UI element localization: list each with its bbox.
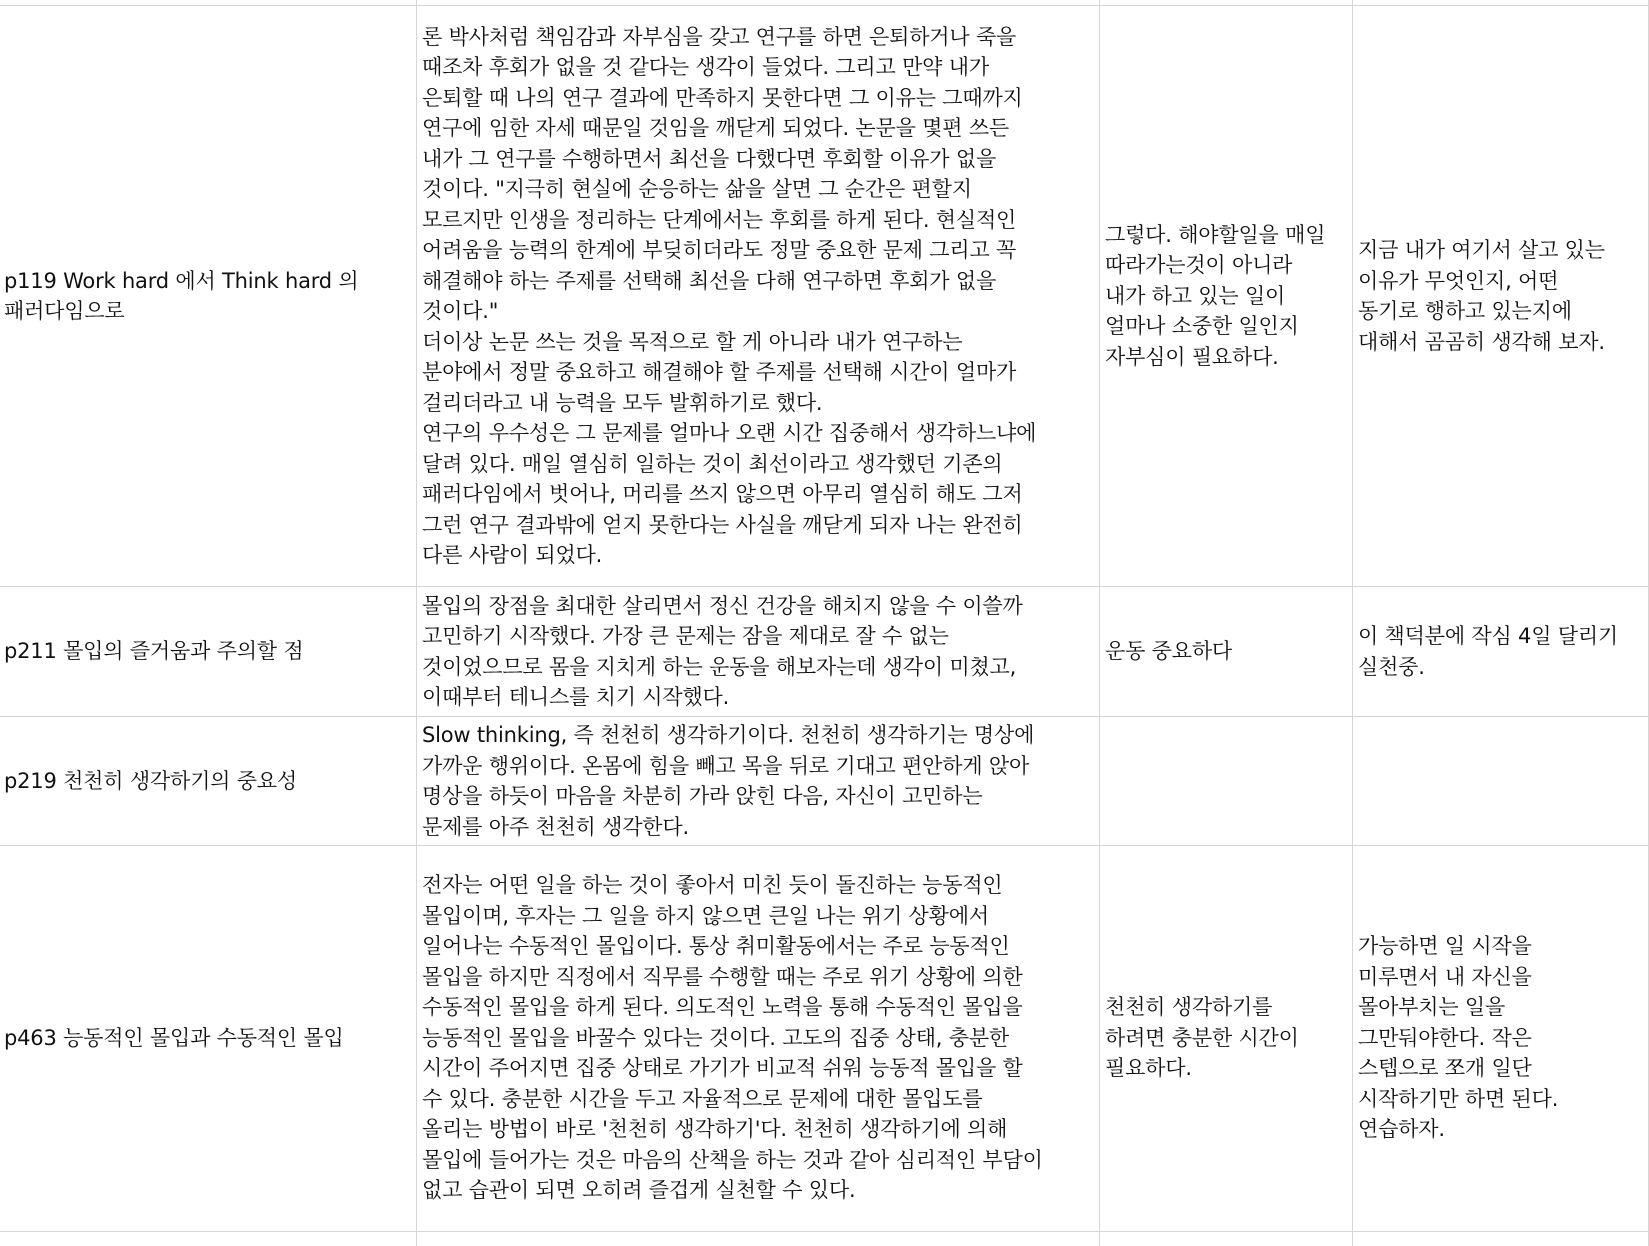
cell-quote[interactable]	[417, 6, 1099, 586]
cell-page-ref[interactable]	[0, 587, 416, 716]
cell-action[interactable]	[1353, 587, 1649, 716]
cell-thought[interactable]	[1100, 587, 1352, 716]
thought-text: 운동 중요하다	[1105, 639, 1232, 664]
thought-text: 천천히 생각하기를 하려면 충분한 시간이 필요하다.	[1105, 995, 1299, 1081]
cell-page-ref[interactable]	[0, 846, 416, 1230]
cell-action[interactable]	[1353, 717, 1649, 845]
page-ref-text: p463 능동적인 몰입과 수동적인 몰입	[4, 1025, 344, 1050]
cell-quote[interactable]	[417, 587, 1099, 716]
cell-quote[interactable]	[417, 717, 1099, 845]
page-ref-text: p211 몰입의 즐거움과 주의할 점	[4, 639, 304, 664]
cell-page-ref[interactable]	[0, 6, 416, 586]
cell-quote[interactable]	[417, 846, 1099, 1230]
cell-thought[interactable]	[1100, 6, 1352, 586]
action-text: 지금 내가 여기서 살고 있는 이유가 무엇인지, 어떤 동기로 행하고 있는지에 대해서 곰곰히 생각해 보자.	[1358, 238, 1605, 354]
cell-page-ref[interactable]	[0, 717, 416, 845]
quote-text: Slow thinking, 즉 천천히 생각하기이다. 천천히 생각하기는 명상에 가까운 행위이다. 온몸에 힘을 빼고 목을 뒤로 기대고 편안하게 앉아 명상을 하듯이 마음을 차분히 가라 앉힌 다음, 자신이 고민하는 문제를 아주 천천히 생각한다.	[422, 723, 1035, 839]
action-text: 가능하면 일 시작을 미루면서 내 자신을 몰아부치는 일을 그만둬야한다. 작은 스텝으로 쪼개 일단 시작하기만 하면 된다. 연습하자.	[1358, 934, 1559, 1142]
page-ref-text: p119 Work hard 에서 Think hard 의 패러다임으로	[4, 268, 359, 323]
thought-text: 그렇다. 해야할일을 매일 따라가는것이 아니라 내가 하고 있는 일이 얼마나 소중한 일인지 자부심이 필요하다.	[1105, 222, 1326, 369]
cell-action[interactable]	[1353, 846, 1649, 1230]
cell-thought[interactable]	[1100, 846, 1352, 1230]
quote-text: 몰입의 장점을 최대한 살리면서 정신 건강을 해치지 않을 수 이쓸까 고민하기 시작했다. 가장 큰 문제는 잠을 제대로 잘 수 없는 것이었으므로 몸을 지치게 하는 운동을 해보자는데 생각이 미쳤고, 이때부터 테니스를 치기 시작했다.	[422, 593, 1023, 709]
quote-text: 론 박사처럼 책임감과 자부심을 갖고 연구를 하면 은퇴하거나 죽을 때조차 후회가 없을 것 같다는 생각이 들었다. 그리고 만약 내가 은퇴할 때 나의 연구 결과에 만족하지 못한다면 그 이유는 그때까지 연구에 임한 자세 때문일 것임을 깨닫게 되었다. 논문을 몇편 쓰든 내가 그 연구를 수행하면서 최선을 다했다면 후회할 이유가 없을 것이다. "지극히 현실에 순응하는 삶을 살면 그 순간은 편할지 모르지만 인생을 정리하는 단계에서는 후회를 하게 된다. 현실적인 어려움을 능력의 한계에 부딪히더라도 정말 중요한 문제 그리고 꼭 해결해야 하는 주제를 선택해 최선을 다해 연구하면 후회가 없을 것이다." 더이상 논문 쓰는 것을 목적으로 할 게 아니라 내가 연구하는 분야에서 정말 중요하고 해결해야 할 주제를 선택해 시간이 얼마가 걸리더라고 내 능력을 모두 발휘하기로 했다. 연구의 우수성은 그 문제를 얼마나 오랜 시간 집중해서 생각하느냐에 달려 있다. 매일 열심히 일하는 것이 최선이라고 생각했던 기존의 패러다임에서 벗어나, 머리를 쓰지 않으면 아무리 열심히 해도 그저 그런 연구 결과밖에 얻지 못한다는 사실을 깨닫게 되자 나는 완전히 다른 사람이 되었다.	[422, 24, 1037, 567]
quote-text: 전자는 어떤 일을 하는 것이 좋아서 미친 듯이 돌진하는 능동적인 몰입이며, 후자는 그 일을 하지 않으면 큰일 나는 위기 상황에서 일어나는 수동적인 몰입이다. 통상 취미활동에서는 주로 능동적인 몰입을 하지만 직정에서 직무를 수행할 때는 주로 위기 상황에 의한 수동적인 몰입을 하게 된다. 의도적인 노력을 통해 수동적인 몰입을 능동적인 몰입을 바꿀수 있다는 것이다. 고도의 집중 상태, 충분한 시간이 주어지면 집중 상태로 가기가 비교적 쉬워 능동적 몰입을 할 수 있다. 충분한 시간을 두고 자율적으로 문제에 대한 몰입도를 올리는 방법이 바로 '천천히 생각하기'다. 천천히 생각하기에 의해 몰입에 들어가는 것은 마음의 산책을 하는 것과 같아 심리적인 부담이 없고 습관이 되면 오히려 즐겁게 실천할 수 있다.	[422, 873, 1043, 1203]
cell-action[interactable]	[1353, 6, 1649, 586]
cell-thought[interactable]	[1100, 717, 1352, 845]
action-text: 이 책덕분에 작심 4일 달리기 실천중.	[1358, 624, 1619, 679]
page-ref-text: p219 천천히 생각하기의 중요성	[4, 768, 297, 793]
row-divider	[0, 1231, 1649, 1232]
